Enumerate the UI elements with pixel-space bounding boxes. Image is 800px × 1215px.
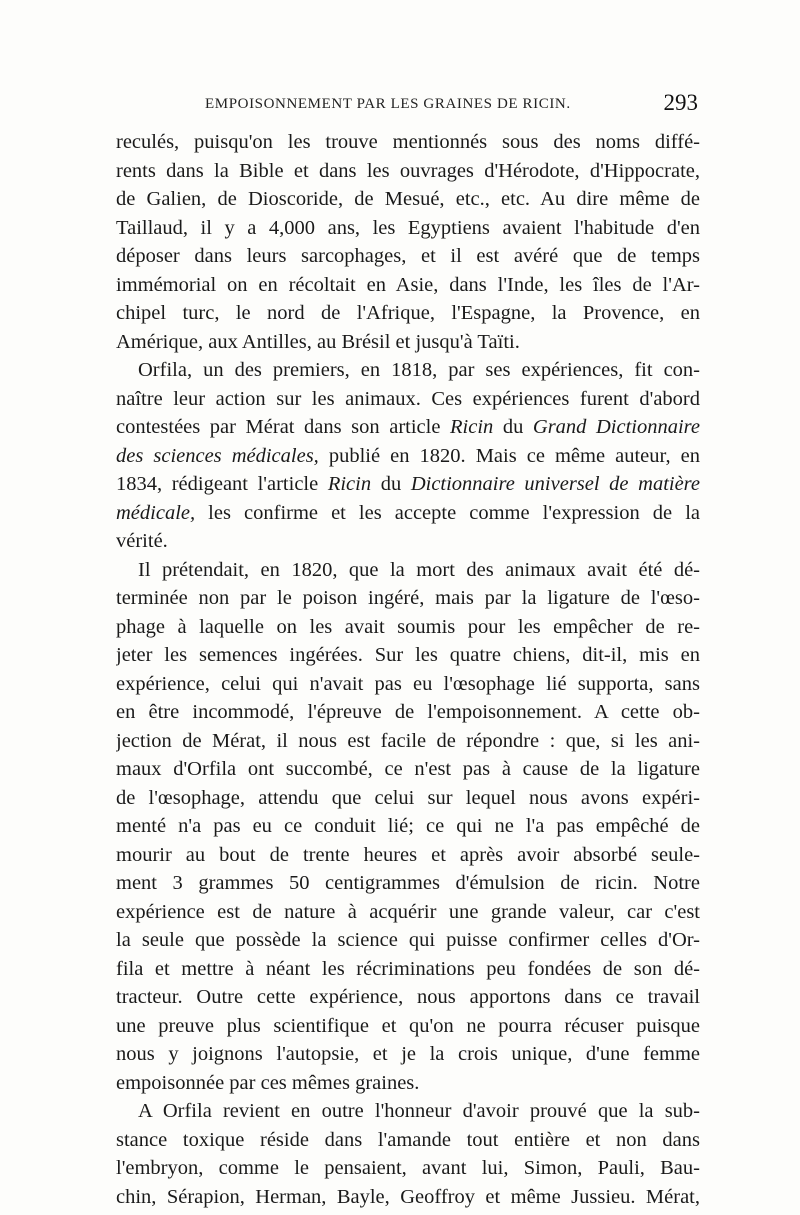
text-line: chin, Sérapion, Herman, Bayle, Geoffroy et même Jussieu. Mérat, bbox=[116, 1185, 700, 1208]
text-run: contestées par Mérat dans son article bbox=[116, 416, 441, 438]
body-text bbox=[116, 128, 700, 1211]
text-line: chipel turc, le nord de l'Afrique, l'Espagne, la Provence, en bbox=[116, 302, 700, 324]
text-line: jection de Mérat, il nous est facile de répondre : que, si les ani- bbox=[116, 729, 700, 752]
text-line: déposer dans leurs sarcophages, et il est avéré que de temps bbox=[116, 245, 700, 267]
text-line: tracteur. Outre cette expérience, nous apportons dans ce travail bbox=[116, 986, 700, 1008]
text-run: les confirme et les accepte comme l'expression de la bbox=[195, 501, 700, 524]
text-line: menté n'a pas eu ce conduit lié; ce qui ne l'a pas empêché de bbox=[116, 815, 700, 837]
italic-run: Ricin bbox=[327, 473, 372, 495]
text-run: 1834, rédigeant l'article bbox=[116, 473, 319, 495]
text-line: maux d'Orfila ont succombé, ce n'est pas à cause de la ligature bbox=[116, 758, 700, 780]
text-run: publié en 1820. Mais ce même auteur, en bbox=[318, 444, 700, 467]
text-line: Amérique, aux Antilles, au Brésil et jusqu'à Taïti. bbox=[116, 330, 520, 353]
text-line: A Orfila revient en outre l'honneur d'avoir prouvé que la sub- bbox=[138, 1100, 700, 1122]
text-line: ment 3 grammes 50 centigrammes d'émulsion de ricin. Notre bbox=[116, 872, 700, 894]
running-title: EMPOISONNEMENT PAR LES GRAINES DE RICIN. bbox=[205, 96, 571, 112]
text-line: une preuve plus scientifique et qu'on ne pourra récuser puisque bbox=[116, 1014, 700, 1037]
text-line: mourir au bout de trente heures et après avoir absorbé seule- bbox=[116, 843, 700, 866]
text-line: Il prétendait, en 1820, que la mort des animaux avait été dé- bbox=[138, 558, 700, 581]
text-line: jeter les semences ingérées. Sur les quatre chiens, dit-il, mis en bbox=[116, 644, 700, 666]
text-line: l'embryon, comme le pensaient, avant lui, Simon, Pauli, Bau- bbox=[116, 1157, 700, 1179]
text-line-mixed bbox=[116, 499, 700, 528]
text-line: expérience, celui qui n'avait pas eu l'œsophage lié supporta, sans bbox=[116, 672, 700, 695]
text-line: naître leur action sur les animaux. Ces expériences furent d'abord bbox=[116, 387, 700, 410]
italic-run: Dictionnaire universel de matière bbox=[410, 473, 700, 495]
italic-run: Grand Dictionnaire bbox=[532, 416, 700, 438]
text-run: du bbox=[371, 473, 411, 495]
text-line: Orfila, un des premiers, en 1818, par ses expériences, fit con- bbox=[138, 359, 700, 381]
running-head bbox=[110, 92, 700, 122]
text-line: fila et mettre à néant les récriminations peu fondées de son dé- bbox=[116, 957, 700, 980]
text-line: phage à laquelle on les avait soumis pour les empêcher de re- bbox=[116, 615, 700, 638]
text-line: de Galien, de Dioscoride, de Mesué, etc., etc. Au dire même de bbox=[116, 188, 700, 210]
text-line: rents dans la Bible et dans les ouvrages d'Hérodote, d'Hippocrate, bbox=[116, 159, 700, 182]
text-line: immémorial on en récoltait en Asie, dans l'Inde, les îles de l'Ar- bbox=[116, 273, 700, 296]
text-line: vérité. bbox=[116, 530, 168, 552]
text-line: reculés, puisqu'on les trouve mentionnés sous des noms diffé- bbox=[116, 131, 700, 153]
text-line: empoisonnée par ces mêmes graines. bbox=[116, 1071, 420, 1094]
text-line: en être incommodé, l'épreuve de l'empoisonnement. A cette ob- bbox=[116, 701, 700, 723]
text-line-mixed bbox=[116, 413, 700, 442]
text-run: du bbox=[493, 416, 533, 438]
text-line: stance toxique réside dans l'amande tout entière et non dans bbox=[116, 1128, 700, 1151]
text-line-mixed bbox=[116, 442, 700, 471]
italic-run: Ricin bbox=[450, 416, 494, 438]
italic-run: médicale, bbox=[116, 501, 196, 524]
page-number: 293 bbox=[663, 90, 698, 115]
text-line: terminée non par le poison ingéré, mais par la ligature de l'œso- bbox=[116, 587, 700, 609]
text-line: la seule que possède la science qui puisse confirmer celles d'Or- bbox=[116, 929, 700, 951]
text-line: expérience est de nature à acquérir une grande valeur, car c'est bbox=[116, 900, 700, 923]
text-line: nous y joignons l'autopsie, et je la crois unique, d'une femme bbox=[116, 1043, 700, 1065]
text-line: Taillaud, il y a 4,000 ans, les Egyptiens avaient l'habitude d'en bbox=[116, 216, 700, 239]
text-line: de l'œsophage, attendu que celui sur lequel nous avons expéri- bbox=[116, 786, 700, 809]
italic-run: des sciences médicales, bbox=[116, 444, 319, 467]
text-line-mixed bbox=[116, 470, 700, 499]
